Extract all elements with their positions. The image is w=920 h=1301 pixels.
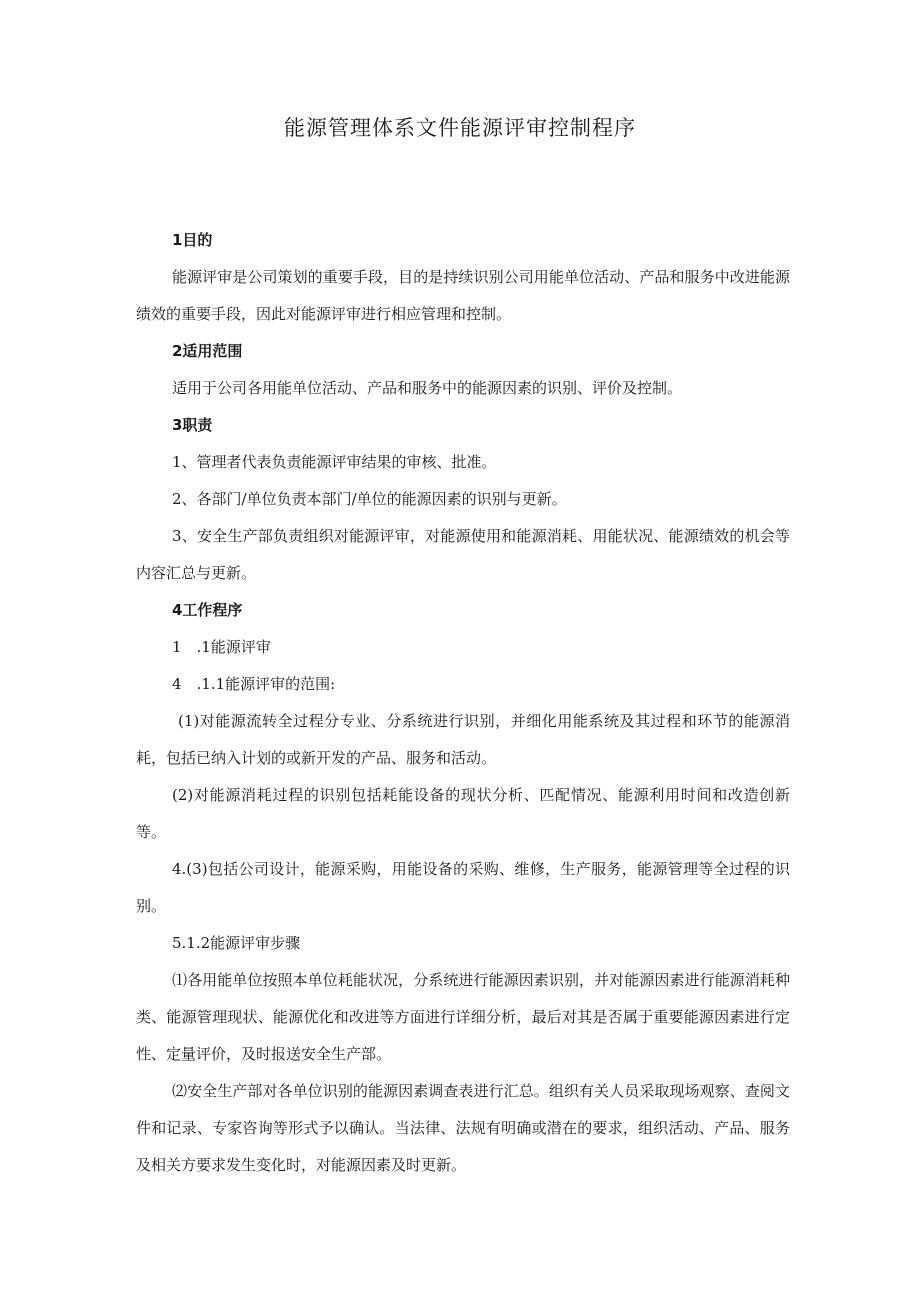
paragraph: 1、管理者代表负责能源评审结果的审核、批准。 xyxy=(172,453,497,471)
paragraph: 能源评审是公司策划的重要手段，目的是持续识别公司用能单位活动、产品和服务中改进能源绩效的重要手段，因此对能源评审进行相应管理和控制。 xyxy=(136,268,790,323)
section-heading-scope: 2适用范围 xyxy=(172,342,243,360)
subsection-heading: 5.1.2能源评审步骤 xyxy=(172,934,301,952)
document-title: 能源管理体系文件能源评审控制程序 xyxy=(284,116,636,140)
paragraph: ⑴各用能单位按照本单位耗能状况，分系统进行能源因素识别，并对能源因素进行能源消耗种类、能源管理现状、能源优化和改进等方面进行详细分析，最后对其是否属于重要能源因素进行定性、定量评价，及时报送安全生产部。 xyxy=(136,971,790,1063)
section-heading-procedure: 4工作程序 xyxy=(172,601,243,619)
paragraph: 2、各部门/单位负责本部门/单位的能源因素的识别与更新。 xyxy=(172,490,567,508)
section-heading-responsibilities: 3职责 xyxy=(172,416,213,434)
subsection-heading: 4 .1.1能源评审的范围: xyxy=(172,675,336,693)
paragraph: 3、安全生产部负责组织对能源评审，对能源使用和能源消耗、用能状况、能源绩效的机会等内容汇总与更新。 xyxy=(136,527,790,582)
paragraph: (1)对能源流转全过程分专业、分系统进行识别，并细化用能系统及其过程和环节的能源消耗，包括已纳入计划的或新开发的产品、服务和活动。 xyxy=(136,712,790,767)
paragraph: ⑵安全生产部对各单位识别的能源因素调查表进行汇总。组织有关人员采取现场观察、查阅文件和记录、专家咨询等形式予以确认。当法律、法规有明确或潜在的要求，组织活动、产品、服务及相关方要求发生变化时，对能源因素及时更新。 xyxy=(136,1082,790,1174)
paragraph: (2)对能源消耗过程的识别包括耗能设备的现状分析、匹配情况、能源利用时间和改造创新等。 xyxy=(136,786,790,841)
paragraph: 适用于公司各用能单位活动、产品和服务中的能源因素的识别、评价及控制。 xyxy=(172,379,683,397)
paragraph: 4.(3)包括公司设计，能源采购，用能设备的采购、维修，生产服务，能源管理等全过程的识别。 xyxy=(136,860,790,915)
subsection-heading: 1 .1能源评审 xyxy=(172,638,271,656)
document-body xyxy=(136,222,790,1184)
section-heading-purpose: 1目的 xyxy=(172,231,213,249)
